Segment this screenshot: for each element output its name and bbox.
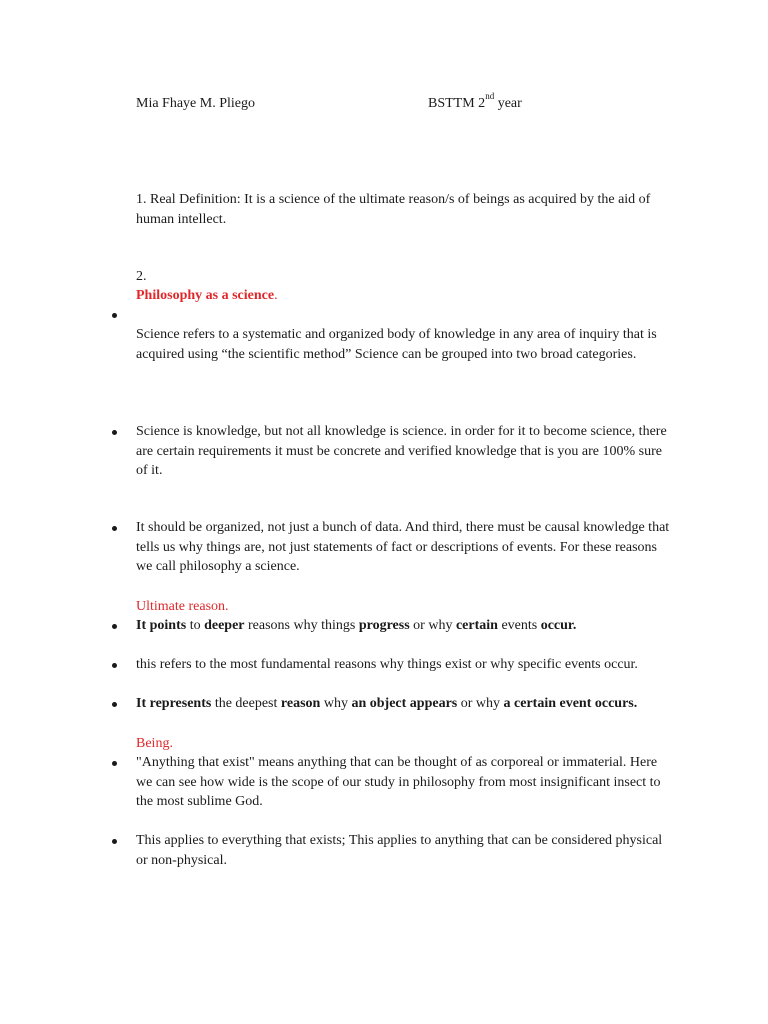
bold-text: It points	[136, 618, 187, 633]
text: or why	[409, 618, 456, 633]
bold-text: progress	[358, 618, 410, 633]
bold-text: a certain event occurs.	[503, 696, 638, 711]
course-superscript: nd	[485, 91, 495, 102]
course-suffix: year	[494, 96, 522, 111]
heading-period: .	[274, 288, 278, 303]
list-item	[136, 616, 676, 636]
list-item	[136, 694, 696, 714]
list-item: Science is knowledge, but not all knowledge is science. in order for it to become science, there are certain requirements it must be concrete and verified knowledge that is you are 100% sure of it.	[136, 424, 667, 478]
text: or why	[457, 696, 504, 711]
bold-text: deeper	[204, 618, 245, 633]
ultimate-reason-heading: Ultimate reason.	[136, 599, 229, 614]
bullet-icon	[112, 430, 117, 435]
bullet-icon	[112, 624, 117, 629]
text: events	[497, 618, 541, 633]
bullet-icon	[112, 526, 117, 531]
text: the deepest	[211, 696, 281, 711]
list-item: This applies to everything that exists; This applies to anything that can be considered physical or non-physical.	[136, 833, 663, 868]
section-heading	[136, 286, 278, 306]
course-year	[428, 91, 522, 114]
bullet-icon	[112, 761, 117, 766]
list-item: "Anything that exist" means anything that can be thought of as corporeal or immaterial. Here we can see how wide is the scope of our study in philosophy from most insignificant insect to the most sublime God.	[136, 755, 661, 809]
bold-text: reason	[280, 696, 321, 711]
philosophy-science-heading: Philosophy as a science	[136, 288, 275, 303]
bold-text: certain	[455, 618, 498, 633]
bullet-icon	[112, 663, 117, 668]
bold-text: an object appears	[351, 696, 458, 711]
bold-text: It represents	[136, 696, 212, 711]
section-number: 2.	[136, 269, 147, 284]
bullet-icon	[112, 839, 117, 844]
bold-text: occur.	[540, 618, 577, 633]
list-item: It should be organized, not just a bunch of data. And third, there must be causal knowledge that tells us why things are, not just statements of fact or descriptions of events. For these reasons we call philosophy a science.	[136, 520, 670, 574]
author-name: Mia Fhaye M. Pliego	[136, 96, 255, 111]
list-item: this refers to the most fundamental reasons why things exist or why specific events occur.	[136, 657, 638, 672]
being-heading: Being.	[136, 736, 173, 751]
text: why	[320, 696, 352, 711]
real-definition: 1. Real Definition: It is a science of the ultimate reason/s of beings as acquired by the aid of human intellect.	[136, 192, 651, 227]
bullet-icon	[112, 702, 117, 707]
science-paragraph: Science refers to a systematic and organized body of knowledge in any area of inquiry that is acquired using “the scientific method” Science can be grouped into two broad categories.	[136, 327, 657, 362]
bullet-icon	[112, 313, 117, 318]
text: reasons why things	[244, 618, 359, 633]
course-prefix: BSTTM 2	[428, 96, 486, 111]
text: to	[186, 618, 205, 633]
